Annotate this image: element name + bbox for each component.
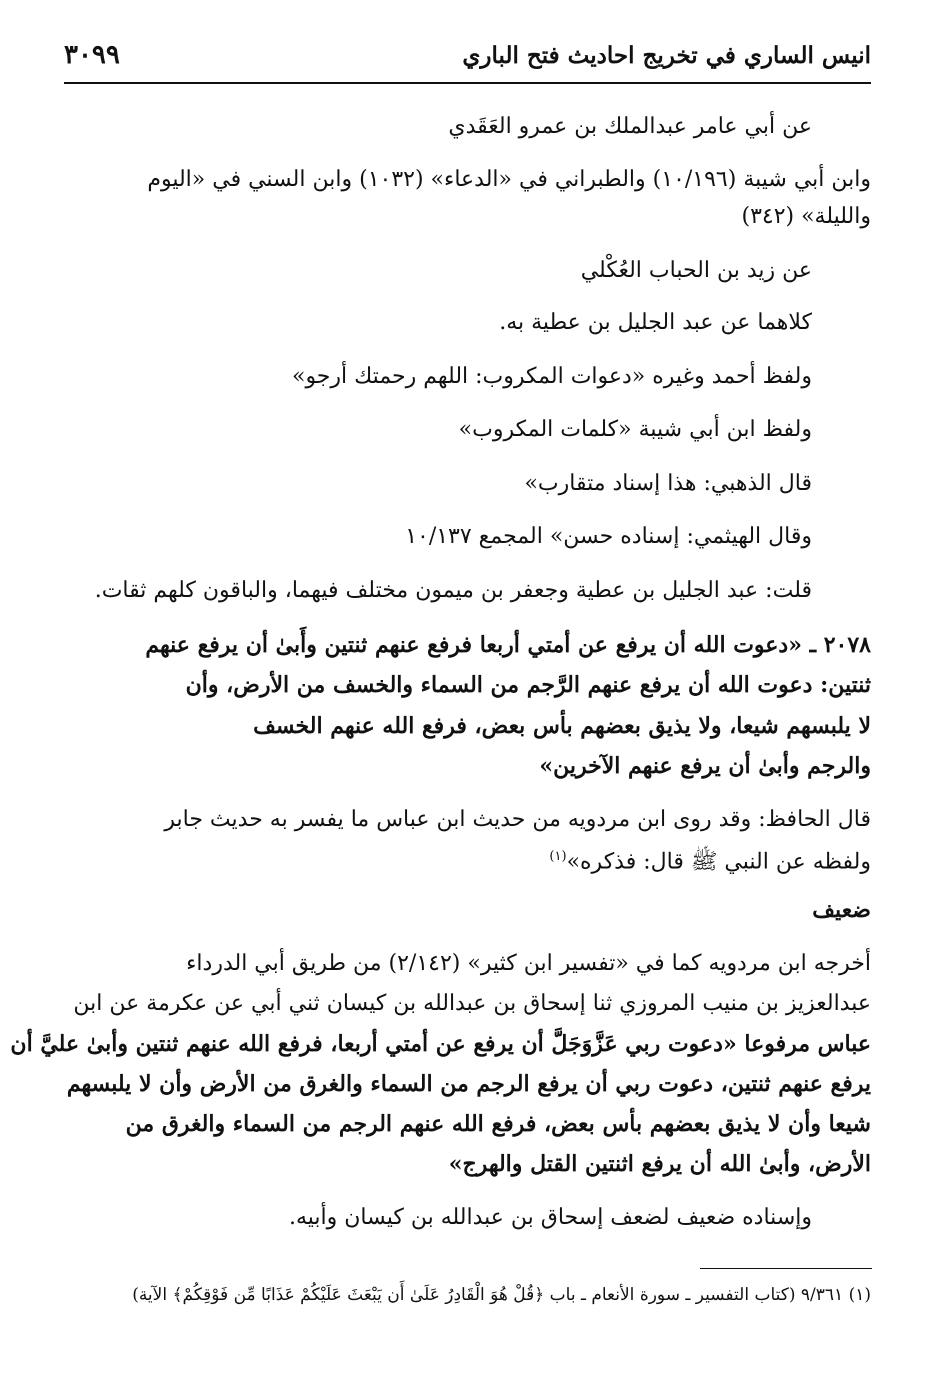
footnote-marker: (١)	[549, 849, 567, 864]
text-line: وقال الهيثمي: إسناده حسن» المجمع ١٠/١٣٧	[405, 524, 812, 549]
text-line: عبدالعزيز بن منيب المروزي ثنا إسحاق بن عبدالله بن كيسان ثني أبي عن عكرمة عن ابن	[73, 991, 871, 1016]
running-title: انيس الساري في تخريج احاديث فتح الباري	[462, 42, 871, 69]
hadith-line: والرجم وأبىٰ أن يرفع عنهم الآخرين»	[539, 753, 871, 779]
hadith-line: لا يلبسهم شيعا، ولا يذيق بعضهم بأس بعض، فرفع الله عنهم الخسف	[253, 713, 871, 739]
page-header	[64, 30, 871, 84]
text-line: ولفظ ابن أبي شيبة «كلمات المكروب»	[458, 417, 812, 442]
text-line: عباس مرفوعا «دعوت ربي عَزَّوَجَلَّ أن يرفع عن أمتي أربعا، فرفع الله عنهم ثنتين وأبىٰ عليَّ أن	[10, 1031, 871, 1057]
text-segment: ولفظه عن النبي ﷺ قال: فذكره»	[566, 849, 871, 875]
footnote: (١) ٩/٣٦١ (كتاب التفسير ـ سورة الأنعام ـ باب ﴿قُلْ هُوَ الْقَادِرُ عَلَىٰ أَن يَبْعَثَ عَلَيْكُمْ عَذَابًا مِّن فَوْقِكُمْ﴾ الآية)	[132, 1285, 871, 1305]
page-number: ٣٠٩٩	[64, 40, 120, 70]
text-line: الأرض، وأبىٰ الله أن يرفع اثنتين القتل والهرج»	[448, 1151, 871, 1177]
hadith-line: ثنتين: دعوت الله أن يرفع عنهم الرَّجم من السماء والخسف من الأرض، وأن	[185, 672, 871, 698]
text-line: قلت: عبد الجليل بن عطية وجعفر بن ميمون مختلف فيهما، والباقون كلهم ثقات.	[94, 578, 812, 603]
hadith-line: ٢٠٧٨ ـ «دعوت الله أن يرفع عن أمتي أربعا فرفع عنهم ثنتين وأَبىٰ أن يرفع عنهم	[145, 632, 871, 658]
grading-label: ضعيف	[812, 897, 871, 923]
text-line: كلاهما عن عبد الجليل بن عطية به.	[499, 310, 812, 335]
text-line: عن زيد بن الحباب العُكْلي	[580, 258, 812, 283]
text-line: والليلة» (٣٤٢)	[741, 204, 871, 229]
footnote-separator	[700, 1268, 872, 1269]
text-line: وابن أبي شيبة (١٠/١٩٦) والطبراني في «الدعاء» (١٠٣٢) وابن السني في «اليوم	[147, 167, 871, 192]
text-line: شيعا وأن لا يذيق بعضهم بأس بعض، فرفع الله عنهم الرجم من السماء والغرق من	[125, 1111, 871, 1137]
text-line: أخرجه ابن مردويه كما في «تفسير ابن كثير» (٢/١٤٢) من طريق أبي الدرداء	[186, 951, 871, 976]
text-line: قال الذهبي: هذا إسناد متقارب»	[524, 471, 812, 496]
text-line: وإسناده ضعيف لضعف إسحاق بن عبدالله بن كيسان وأبيه.	[288, 1205, 812, 1230]
text-line: ولفظ أحمد وغيره «دعوات المكروب: اللهم رحمتك أرجو»	[291, 364, 812, 389]
text-line	[549, 842, 871, 877]
text-line: يرفع عنهم ثنتين، دعوت ربي أن يرفع الرجم من السماء والغرق من الأرض وأن لا يلبسهم	[66, 1071, 871, 1097]
text-line: عن أبي عامر عبدالملك بن عمرو العَقَدي	[448, 114, 812, 139]
text-line: قال الحافظ: وقد روى ابن مردويه من حديث ابن عباس ما يفسر به حديث جابر	[164, 807, 871, 832]
